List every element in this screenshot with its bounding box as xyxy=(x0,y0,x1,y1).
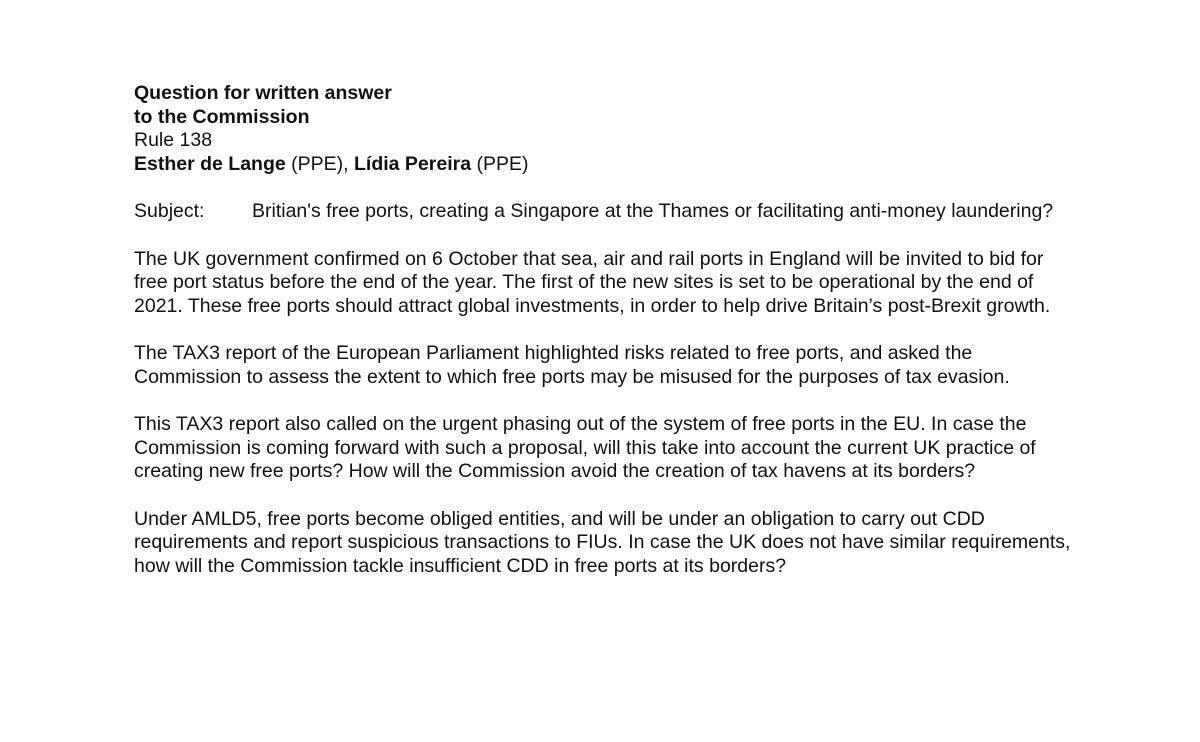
author-name-2: Lídia Pereira xyxy=(353,152,472,175)
subject-label: Subject: xyxy=(134,200,205,222)
body-paragraph-1: The UK government confirmed on 6 October that sea, air and rail ports in England will be invited to bid for free port status before the end of the year. The first of the new sites is set to be operational by the end of 2021. These free ports should attract global investments, in order to help drive Britain’s post-Brexit growth. xyxy=(134,247,1051,317)
document-title-line1: Question for written answer xyxy=(134,82,392,104)
author-group-1: (PPE), xyxy=(285,152,354,175)
rule-reference: Rule 138 xyxy=(134,129,213,151)
body-paragraph-3: This TAX3 report also called on the urgent phasing out of the system of free ports in the EU. In case the Commission is coming forward with such a proposal, will this take into account the current UK practice of creating new free ports? How will the Commission avoid the creation of tax havens at its borders? xyxy=(134,413,1036,482)
subject-row xyxy=(134,200,1074,224)
subject-text: Britian's free ports, creating a Singapore at the Thames or facilitating anti-money laundering? xyxy=(252,200,1054,222)
authors-line xyxy=(134,153,1074,177)
author-name-1: Esther de Lange xyxy=(134,152,286,175)
author-group-2: (PPE) xyxy=(471,152,529,175)
question-header xyxy=(134,82,1074,176)
body-paragraph-4: Under AMLD5, free ports become obliged entities, and will be under an obligation to carry out CDD requirements and report suspicious transactions to FIUs. In case the UK does not have similar requirements, how will the Commission tackle insufficient CDD in free ports at its borders? xyxy=(134,507,1071,577)
body-paragraph-2: The TAX3 report of the European Parliament highlighted risks related to free ports, and asked the Commission to assess the extent to which free ports may be misused for the purposes of tax evasion. xyxy=(134,342,1010,388)
document-page xyxy=(134,82,1074,578)
document-title-line2: to the Commission xyxy=(134,105,310,128)
